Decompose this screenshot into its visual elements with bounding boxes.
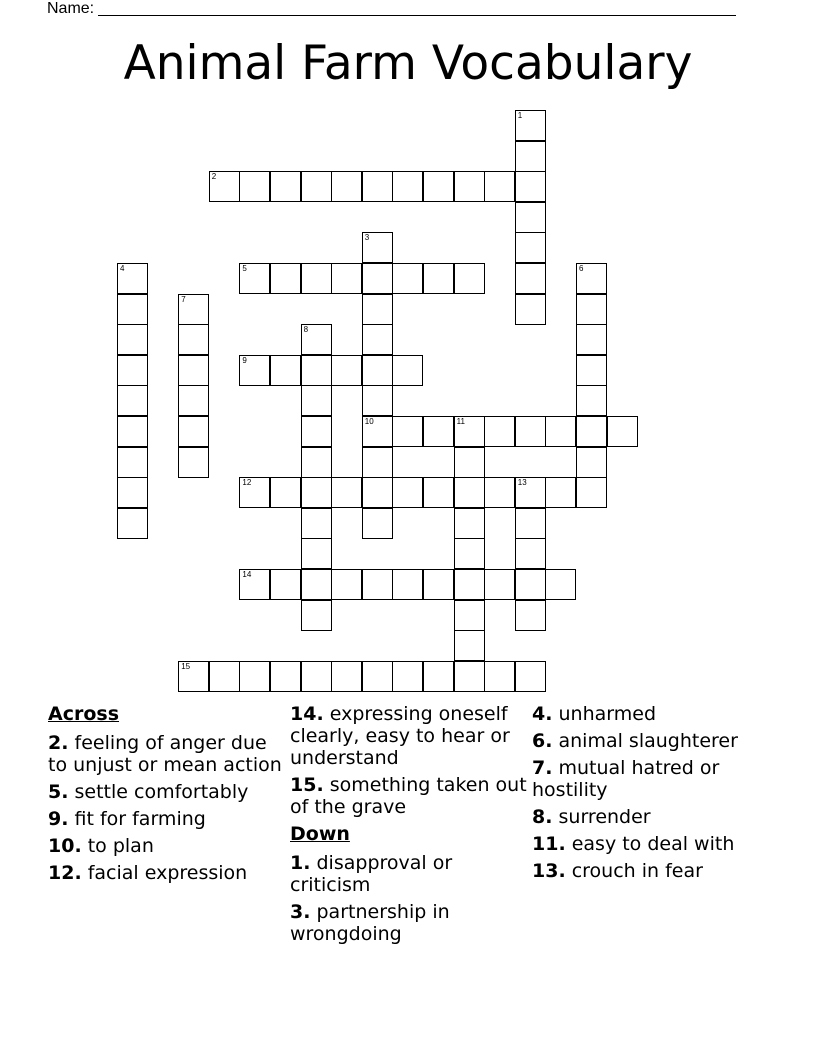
page-title: Animal Farm Vocabulary	[123, 36, 693, 91]
grid-cell[interactable]	[484, 171, 515, 202]
grid-cell[interactable]	[362, 508, 393, 539]
grid-cell[interactable]	[392, 171, 423, 202]
grid-cell[interactable]	[576, 355, 607, 386]
grid-cell[interactable]	[515, 263, 546, 294]
clue-text: expressing oneself clearly, easy to hear or understand	[290, 703, 510, 769]
clue-number: 11.	[532, 833, 566, 855]
grid-cell[interactable]	[576, 324, 607, 355]
grid-cell[interactable]	[270, 355, 301, 386]
grid-cell[interactable]	[454, 569, 485, 600]
grid-cell[interactable]	[178, 416, 209, 447]
grid-cell[interactable]	[331, 355, 362, 386]
clue-text: fit for farming	[74, 808, 206, 830]
grid-cell[interactable]	[392, 416, 423, 447]
grid-cell[interactable]	[484, 416, 515, 447]
grid-cell[interactable]	[301, 538, 332, 569]
clue-text: animal slaughterer	[558, 730, 738, 752]
grid-cell[interactable]	[484, 661, 515, 692]
grid-cell[interactable]	[331, 569, 362, 600]
clue-across-15	[290, 774, 530, 818]
grid-cell[interactable]	[362, 447, 393, 478]
clue-number: 6.	[532, 730, 553, 752]
cell-number: 1	[517, 111, 523, 120]
clue-across-9	[48, 808, 284, 830]
grid-cell[interactable]	[301, 661, 332, 692]
grid-cell[interactable]	[454, 630, 485, 661]
grid-cell[interactable]	[576, 477, 607, 508]
grid-cell[interactable]	[454, 538, 485, 569]
grid-cell[interactable]	[209, 661, 240, 692]
cell-number: 15	[181, 661, 191, 671]
clue-text: partnership in wrongdoing	[290, 901, 450, 945]
grid-cell[interactable]	[239, 477, 270, 508]
grid-cell[interactable]	[239, 263, 270, 294]
clue-column-2	[290, 703, 530, 950]
grid-cell[interactable]	[515, 569, 546, 600]
clue-number: 15.	[290, 774, 324, 796]
clue-text: mutual hatred or hostility	[532, 757, 720, 801]
grid-cell[interactable]	[515, 110, 546, 141]
clue-text: disapproval or criticism	[290, 852, 453, 896]
cell-number: 14	[242, 570, 252, 579]
grid-cell[interactable]	[515, 538, 546, 569]
grid-cell[interactable]	[178, 661, 209, 692]
cell-number: 3	[364, 233, 370, 243]
clue-text: settle comfortably	[74, 781, 249, 803]
name-label: Name:	[47, 0, 95, 17]
grid-cell[interactable]	[392, 477, 423, 508]
grid-cell[interactable]	[576, 447, 607, 478]
clue-number: 13.	[532, 860, 566, 882]
cell-number: 7	[181, 294, 186, 304]
grid-cell[interactable]	[515, 600, 546, 631]
grid-cell[interactable]	[423, 263, 454, 294]
clue-text: to plan	[87, 835, 154, 857]
grid-cell[interactable]	[423, 477, 454, 508]
clue-number: 3.	[290, 901, 311, 923]
across-heading: Across	[48, 703, 120, 725]
grid-cell[interactable]	[178, 355, 209, 386]
cell-number: 11	[456, 417, 465, 426]
grid-cell[interactable]	[576, 294, 607, 325]
grid-cell[interactable]	[607, 416, 638, 447]
grid-cell[interactable]	[454, 600, 485, 631]
grid-cell[interactable]	[270, 171, 301, 202]
clue-down-1	[290, 852, 530, 896]
grid-cell[interactable]	[301, 263, 332, 294]
grid-cell[interactable]	[484, 569, 515, 600]
clue-column-1	[48, 703, 284, 889]
grid-cell[interactable]	[362, 477, 393, 508]
clue-number: 12.	[48, 862, 82, 884]
clue-text: easy to deal with	[571, 833, 735, 855]
grid-cell[interactable]	[362, 294, 393, 325]
clue-down-13	[532, 860, 772, 882]
grid-cell[interactable]	[301, 477, 332, 508]
grid-cell[interactable]	[362, 385, 393, 416]
grid-cell[interactable]	[301, 569, 332, 600]
grid-cell[interactable]	[392, 569, 423, 600]
grid-cell[interactable]	[576, 385, 607, 416]
clue-number: 1.	[290, 852, 311, 874]
grid-cell[interactable]	[515, 202, 546, 233]
clue-text: crouch in fear	[571, 860, 703, 882]
grid-cell[interactable]	[454, 661, 485, 692]
clue-down-8	[532, 806, 772, 828]
clue-down-7	[532, 757, 772, 801]
cell-number: 2	[211, 172, 217, 182]
cell-number: 13	[517, 478, 527, 488]
grid-cell[interactable]	[362, 232, 393, 263]
grid-cell[interactable]	[454, 447, 485, 478]
cell-number: 6	[579, 264, 584, 273]
grid-cell[interactable]	[301, 324, 332, 355]
grid-cell[interactable]	[301, 508, 332, 539]
cell-number: 8	[303, 325, 309, 335]
grid-cell[interactable]	[117, 508, 148, 539]
grid-cell[interactable]	[209, 171, 240, 202]
grid-cell[interactable]	[545, 416, 576, 447]
grid-cell[interactable]	[423, 416, 454, 447]
grid-cell[interactable]	[331, 171, 362, 202]
clue-number: 8.	[532, 806, 553, 828]
grid-cell[interactable]	[178, 447, 209, 478]
clue-number: 5.	[48, 781, 69, 803]
grid-cell[interactable]	[270, 477, 301, 508]
grid-cell[interactable]	[515, 661, 546, 692]
grid-cell[interactable]	[545, 569, 576, 600]
clue-number: 14.	[290, 703, 324, 725]
cell-number: 5	[242, 264, 247, 273]
grid-cell[interactable]	[117, 324, 148, 355]
grid-cell[interactable]	[331, 477, 362, 508]
cell-number: 9	[242, 355, 247, 365]
grid-cell[interactable]	[117, 477, 148, 508]
grid-cell[interactable]	[301, 600, 332, 631]
clue-text: surrender	[558, 806, 651, 828]
grid-cell[interactable]	[362, 171, 393, 202]
clue-number: 2.	[48, 732, 69, 754]
grid-cell[interactable]	[331, 263, 362, 294]
grid-cell[interactable]	[331, 661, 362, 692]
cell-number: 12	[242, 478, 252, 488]
grid-cell[interactable]	[454, 263, 485, 294]
grid-cell[interactable]	[454, 508, 485, 539]
grid-cell[interactable]	[392, 355, 423, 386]
grid-cell[interactable]	[270, 569, 301, 600]
grid-cell[interactable]	[117, 263, 148, 294]
grid-cell[interactable]	[454, 477, 485, 508]
grid-cell[interactable]	[423, 569, 454, 600]
grid-cell[interactable]	[362, 569, 393, 600]
clue-down-3	[290, 901, 530, 945]
grid-cell[interactable]	[392, 263, 423, 294]
grid-cell[interactable]	[270, 263, 301, 294]
grid-cell[interactable]	[362, 661, 393, 692]
clue-across-10	[48, 835, 284, 857]
grid-cell[interactable]	[362, 324, 393, 355]
grid-cell[interactable]	[454, 416, 485, 447]
grid-cell[interactable]	[515, 171, 546, 202]
grid-cell[interactable]	[178, 324, 209, 355]
clue-down-4	[532, 703, 772, 725]
grid-cell[interactable]	[484, 477, 515, 508]
grid-cell[interactable]	[576, 416, 607, 447]
grid-cell[interactable]	[423, 661, 454, 692]
grid-cell[interactable]	[117, 355, 148, 386]
grid-cell[interactable]	[117, 416, 148, 447]
grid-cell[interactable]	[117, 294, 148, 325]
clue-text: facial expression	[87, 862, 248, 884]
clue-across-5	[48, 781, 284, 803]
grid-cell[interactable]	[270, 661, 301, 692]
clue-across-2	[48, 732, 284, 776]
grid-cell[interactable]	[392, 661, 423, 692]
grid-cell[interactable]	[178, 385, 209, 416]
clue-number: 9.	[48, 808, 69, 830]
clue-down-6	[532, 730, 772, 752]
cell-number: 4	[120, 264, 125, 273]
grid-cell[interactable]	[515, 232, 546, 263]
grid-cell[interactable]	[515, 294, 546, 325]
grid-cell[interactable]	[239, 171, 270, 202]
clue-text: something taken out of the grave	[290, 774, 527, 818]
grid-cell[interactable]	[362, 355, 393, 386]
grid-cell[interactable]	[178, 294, 209, 325]
clue-across-12	[48, 862, 284, 884]
clue-text: feeling of anger due to unjust or mean action	[48, 732, 282, 776]
grid-cell[interactable]	[301, 355, 332, 386]
grid-cell[interactable]	[301, 447, 332, 478]
grid-cell[interactable]	[301, 416, 332, 447]
clue-number: 7.	[532, 757, 553, 779]
grid-cell[interactable]	[515, 416, 546, 447]
grid-cell[interactable]	[515, 508, 546, 539]
grid-cell[interactable]	[545, 477, 576, 508]
grid-cell[interactable]	[576, 263, 607, 294]
grid-cell[interactable]	[301, 171, 332, 202]
grid-cell[interactable]	[454, 171, 485, 202]
down-heading: Down	[290, 823, 350, 845]
grid-cell[interactable]	[423, 171, 454, 202]
grid-cell[interactable]	[362, 263, 393, 294]
clue-number: 4.	[532, 703, 553, 725]
grid-cell[interactable]	[362, 416, 393, 447]
clue-column-3	[532, 703, 772, 887]
grid-cell[interactable]	[515, 477, 546, 508]
grid-cell[interactable]	[301, 385, 332, 416]
grid-cell[interactable]	[515, 141, 546, 172]
grid-cell[interactable]	[117, 385, 148, 416]
clue-across-14	[290, 703, 530, 769]
grid-cell[interactable]	[239, 661, 270, 692]
cell-number: 10	[364, 417, 374, 426]
grid-cell[interactable]	[117, 447, 148, 478]
clue-number: 10.	[48, 835, 82, 857]
grid-cell[interactable]	[239, 355, 270, 386]
clue-down-11	[532, 833, 772, 855]
clue-text: unharmed	[558, 703, 657, 725]
grid-cell[interactable]	[239, 569, 270, 600]
